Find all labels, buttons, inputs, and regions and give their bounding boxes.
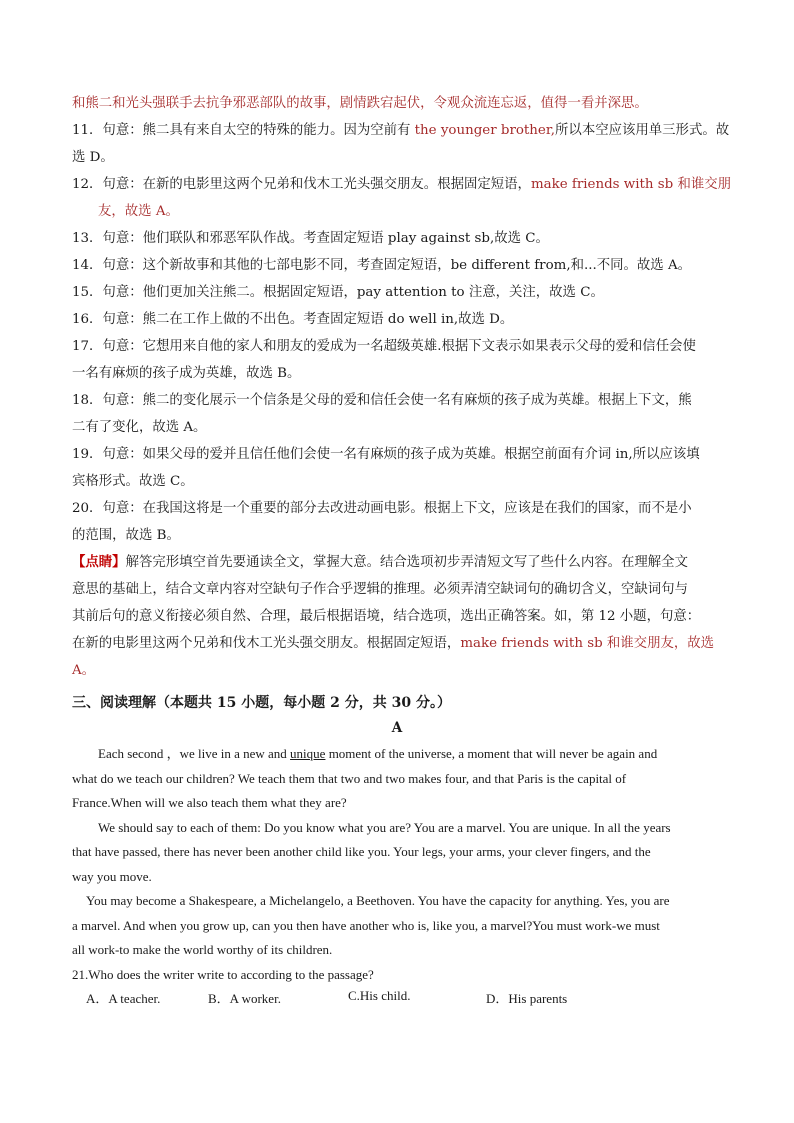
answer-20-line-2: 的范围，故选 B。 bbox=[72, 528, 180, 543]
dianjing-line-1: 【点睛】解答完形填空首先要通读全文，掌握大意。结合选项初步弄清短文写了些什么内容。在理解全文 bbox=[72, 554, 688, 570]
passage-p3-line-3: all work-to make the world worthy of its children. bbox=[72, 942, 333, 957]
passage-p2-line-1: We should say to each of them: Do you know what you are? You are a marvel. You are unique. In all the years bbox=[98, 819, 671, 835]
passage-p2-line-3: way you move. bbox=[72, 868, 152, 884]
dianjing-line-4: 在新的电影里这两个兄弟和伐木工光头强交朋友。根据固定短语，make friends with sb 和谁交朋友，故选 bbox=[72, 636, 715, 651]
passage-p3-line-1: You may become a Shakespeare, a Michelangelo, a Beethoven. You have the capacity for anything. Yes, you are bbox=[86, 893, 670, 908]
dianjing-line-5: A。 bbox=[72, 663, 96, 678]
question-21-stem: 21.Who does the writer write to according to the passage? bbox=[72, 966, 374, 982]
answer-13: 13．句意：他们联队和邪恶军队作战。考查固定短语 play against sb,故选 C。 bbox=[72, 231, 549, 246]
option-d: D．His parents bbox=[486, 991, 568, 1006]
answer-15: 15．句意：他们更加关注熊二。根据固定短语，pay attention to 注意，关注，故选 C。 bbox=[72, 285, 604, 300]
answer-line-continuation: 和熊二和光头强联手去抗争邪恶部队的故事，剧情跌宕起伏，令观众流连忘返，值得一看并深思。 bbox=[72, 96, 648, 111]
answer-12-line-2: 友，故选 A。 bbox=[98, 204, 179, 219]
answer-19-line-1: 19．句意：如果父母的爱并且信任他们会使一名有麻烦的孩子成为英雄。根据空前面有介词 in,所以应该填 bbox=[72, 447, 700, 462]
answer-11-line-1: 11．句意：熊二具有来自太空的特殊的能力。因为空前有 the younger brother,所以本空应该用单三形式。故 bbox=[72, 123, 730, 138]
passage-p1-line-2: what do we teach our children? We teach them that two and two makes four, and that Paris is the capital of bbox=[72, 770, 627, 786]
answer-17-line-1: 17．句意：它想用来自他的家人和朋友的爱成为一名超级英雄.根据下文表示如果表示父母的爱和信任会使 bbox=[72, 339, 696, 354]
passage-p1-line-1: Each second ，we live in a new and unique moment of the universe, a moment that will never be again and bbox=[98, 746, 658, 761]
option-c: C.His child. bbox=[348, 988, 411, 1003]
reading-passage bbox=[72, 742, 732, 987]
answer-12-line-1: 12．句意：在新的电影里这两个兄弟和伐木工光头强交朋友。根据固定短语，make friends with sb 和谁交朋 bbox=[72, 177, 732, 192]
answer-11-line-2: 选 D。 bbox=[72, 150, 114, 165]
passage-p3-line-2: a marvel. And when you grow up, can you then have another who is, like you, a marvel?You must work-we must bbox=[72, 917, 660, 933]
answer-19-line-2: 宾格形式。故选 C。 bbox=[72, 474, 194, 489]
passage-p1-line-3: France.When will we also teach them what they are? bbox=[72, 795, 347, 810]
answer-18-line-2: 二有了变化，故选 A。 bbox=[72, 420, 207, 435]
option-a: A．A teacher. bbox=[86, 991, 161, 1006]
dianjing-label: 【点睛】 bbox=[72, 554, 126, 570]
answer-16: 16．句意：熊二在工作上做的不出色。考查固定短语 do well in,故选 D。 bbox=[72, 312, 514, 327]
dianjing-line-3: 其前后句的意义衔接必须自然、合理，最后根据语境，结合选项，选出正确答案。如，第 12 小题，句意： bbox=[72, 609, 701, 624]
passage-p2-line-2: that have passed, there has never been another child like you. Your legs, your arms, your clever fingers, and the bbox=[72, 844, 651, 859]
passage-label: A bbox=[391, 720, 403, 736]
answer-18-line-1: 18．句意：熊二的变化展示一个信条是父母的爱和信任会使一名有麻烦的孩子成为英雄。根据上下文，熊 bbox=[72, 393, 692, 408]
dianjing-line-2: 意思的基础上，结合文章内容对空缺句子作合乎逻辑的推理。必须弄清空缺词句的确切含义，空缺词句与 bbox=[72, 582, 688, 597]
answer-14: 14．句意：这个新故事和其他的七部电影不同，考查固定短语，be different from,和...不同。故选 A。 bbox=[72, 258, 692, 273]
option-b: B．A worker. bbox=[208, 991, 281, 1006]
answer-explanations bbox=[72, 90, 732, 684]
answer-20-line-1: 20．句意：在我国这将是一个重要的部分去改进动画电影。根据上下文，应该是在我们的国家，而不是小 bbox=[72, 501, 692, 516]
answer-17-line-2: 一名有麻烦的孩子成为英雄，故选 B。 bbox=[72, 366, 301, 381]
section-title: 三、阅读理解（本题共 15 小题，每小题 2 分，共 30 分。） bbox=[72, 695, 451, 711]
